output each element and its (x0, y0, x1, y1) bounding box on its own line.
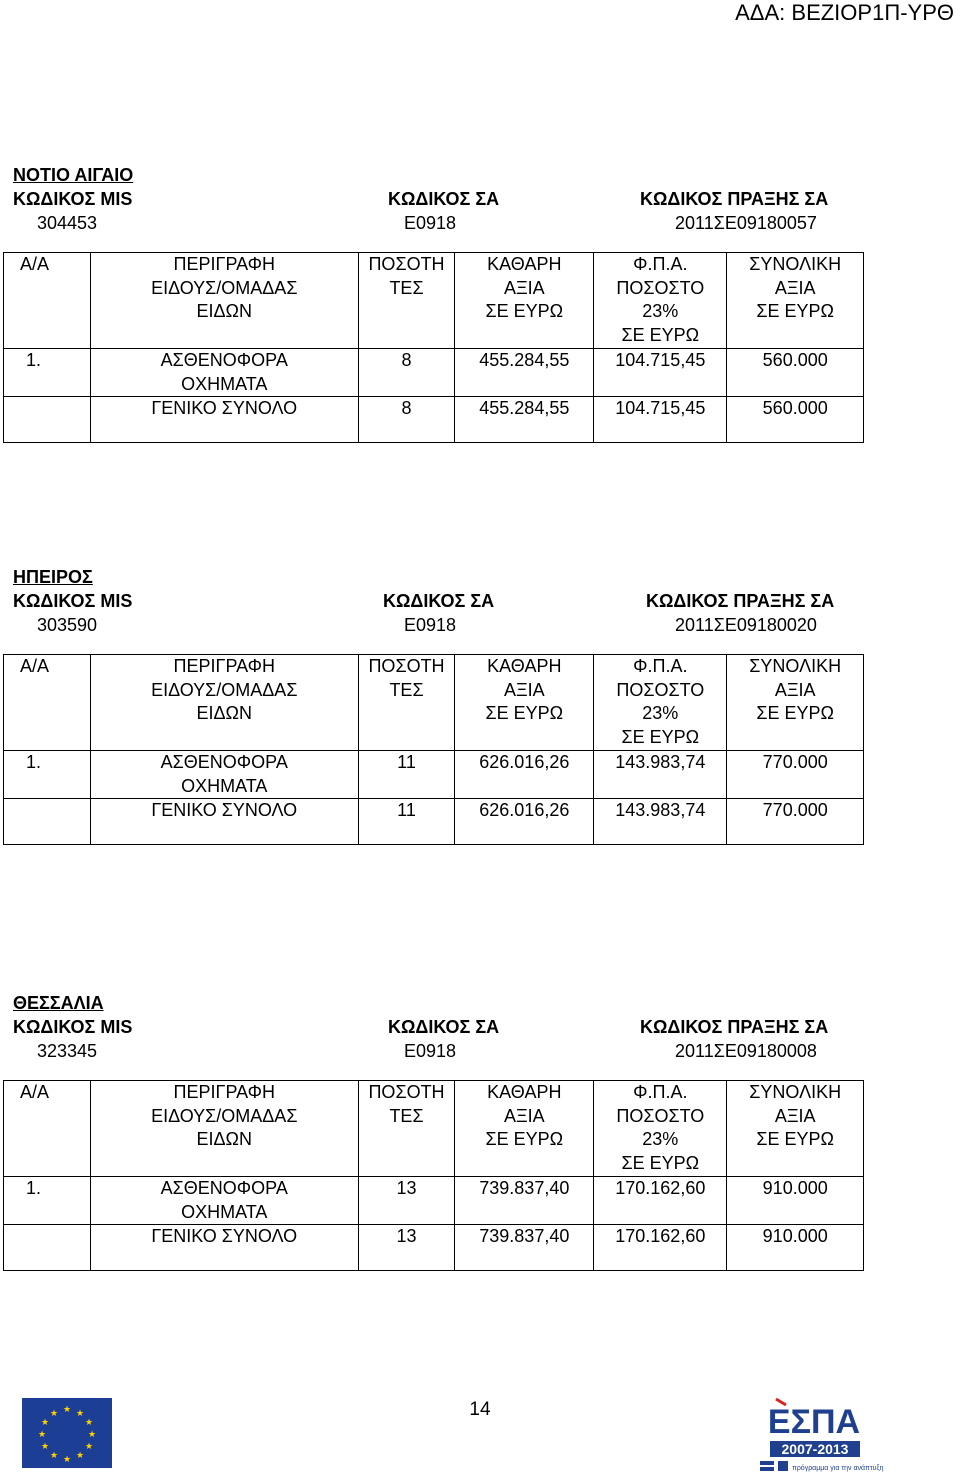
page-number: 14 (469, 1399, 491, 1420)
svg-text:★: ★ (37, 1430, 47, 1440)
grand-total-vat: 143.983,74 (594, 799, 727, 845)
sa-value: Ε0918 (404, 1041, 457, 1061)
grand-total-row (4, 397, 864, 443)
header-vat: Φ.Π.Α. ΠΟΣΟΣΤΟ 23% ΣΕ ΕΥΡΩ (594, 1081, 727, 1177)
table-row (4, 349, 864, 397)
sa-value: Ε0918 (404, 615, 457, 635)
row-total: 560.000 (727, 349, 864, 397)
praxi-value: 2011ΣΕ09180020 (675, 615, 817, 635)
grand-total-aa (4, 1225, 91, 1271)
sa-value: Ε0918 (404, 213, 457, 233)
praxi-value: 2011ΣΕ09180008 (675, 1041, 817, 1061)
header-description: ΠΕΡΙΓΡΑΦΗ ΕΙΔΟΥΣ/ΟΜΑΔΑΣ ΕΙΔΩΝ (90, 1081, 358, 1177)
mis-value: 303590 (37, 615, 98, 635)
grand-total-aa (4, 799, 91, 845)
grand-total-quantity: 13 (358, 1225, 455, 1271)
row-net-value: 626.016,26 (455, 751, 594, 799)
header-quantity: ΠΟΣΟΤΗ ΤΕΣ (358, 1081, 455, 1177)
grand-total-aa (4, 397, 91, 443)
row-total: 770.000 (727, 751, 864, 799)
header-net-value: ΚΑΘΑΡΗ ΑΞΙΑ ΣΕ ΕΥΡΩ (455, 253, 594, 349)
header-total: ΣΥΝΟΛΙΚΗ ΑΞΙΑ ΣΕ ΕΥΡΩ (727, 253, 864, 349)
header-quantity: ΠΟΣΟΤΗ ΤΕΣ (358, 655, 455, 751)
mis-label: ΚΩΔΙΚΟΣ MIS (13, 1017, 133, 1037)
svg-text:★: ★ (75, 1451, 85, 1461)
header-description: ΠΕΡΙΓΡΑΦΗ ΕΙΔΟΥΣ/ΟΜΑΔΑΣ ΕΙΔΩΝ (90, 253, 358, 349)
row-net-value: 739.837,40 (455, 1177, 594, 1225)
table-row (4, 1177, 864, 1225)
grand-total-label: ΓΕΝΙΚΟ ΣΥΝΟΛΟ (90, 799, 358, 845)
svg-text:★: ★ (40, 1418, 50, 1428)
mis-value: 304453 (37, 213, 98, 233)
header-net-value: ΚΑΘΑΡΗ ΑΞΙΑ ΣΕ ΕΥΡΩ (455, 1081, 594, 1177)
row-aa: 1. (4, 751, 91, 799)
row-quantity: 11 (358, 751, 455, 799)
row-quantity: 8 (358, 349, 455, 397)
svg-text:★: ★ (62, 1455, 72, 1465)
row-quantity: 13 (358, 1177, 455, 1225)
header-vat: Φ.Π.Α. ΠΟΣΟΣΤΟ 23% ΣΕ ΕΥΡΩ (594, 655, 727, 751)
svg-text:★: ★ (62, 1405, 72, 1415)
mis-value: 323345 (37, 1041, 98, 1061)
svg-text:2007-2013: 2007-2013 (781, 1441, 849, 1457)
praxi-label: ΚΩΔΙΚΟΣ ΠΡΑΞΗΣ ΣΑ (640, 1017, 829, 1037)
grand-total-quantity: 8 (358, 397, 455, 443)
header-description: ΠΕΡΙΓΡΑΦΗ ΕΙΔΟΥΣ/ΟΜΑΔΑΣ ΕΙΔΩΝ (90, 655, 358, 751)
grand-total-net: 626.016,26 (455, 799, 594, 845)
region-title: ΘΕΣΣΑΛΙΑ (13, 993, 104, 1013)
espa-logo (756, 1397, 884, 1479)
ada-code: ΑΔΑ: ΒΕΖΙΟΡ1Π-ΥΡΘ (735, 0, 954, 25)
row-vat: 143.983,74 (594, 751, 727, 799)
header-total: ΣΥΝΟΛΙΚΗ ΑΞΙΑ ΣΕ ΕΥΡΩ (727, 1081, 864, 1177)
region-title: ΝΟΤΙΟ ΑΙΓΑΙΟ (13, 165, 134, 185)
grand-total-row (4, 799, 864, 845)
grand-total-total: 770.000 (727, 799, 864, 845)
svg-text:★: ★ (49, 1409, 59, 1419)
header-total: ΣΥΝΟΛΙΚΗ ΑΞΙΑ ΣΕ ΕΥΡΩ (727, 655, 864, 751)
items-table (3, 252, 864, 443)
praxi-label: ΚΩΔΙΚΟΣ ΠΡΑΞΗΣ ΣΑ (640, 189, 829, 209)
row-aa: 1. (4, 349, 91, 397)
table-header-row (4, 253, 864, 349)
grand-total-vat: 104.715,45 (594, 397, 727, 443)
table-row (4, 751, 864, 799)
row-vat: 170.162,60 (594, 1177, 727, 1225)
grand-total-net: 455.284,55 (455, 397, 594, 443)
grand-total-total: 910.000 (727, 1225, 864, 1271)
mis-label: ΚΩΔΙΚΟΣ MIS (13, 189, 133, 209)
row-aa: 1. (4, 1177, 91, 1225)
header-aa: Α/Α (4, 253, 91, 349)
svg-text:ΕΣΠΑ: ΕΣΠΑ (767, 1403, 861, 1441)
svg-text:πρόγραμμα για την ανάπτυξη: πρόγραμμα για την ανάπτυξη (792, 1465, 884, 1472)
sa-label: ΚΩΔΙΚΟΣ ΣΑ (388, 1017, 500, 1037)
eu-flag-icon (22, 1398, 112, 1468)
sa-label: ΚΩΔΙΚΟΣ ΣΑ (388, 189, 500, 209)
grand-total-label: ΓΕΝΙΚΟ ΣΥΝΟΛΟ (90, 1225, 358, 1271)
table-header-row (4, 655, 864, 751)
row-description: ΑΣΘΕΝΟΦΟΡΑ ΟΧΗΜΑΤΑ (90, 349, 358, 397)
items-table (3, 654, 864, 845)
praxi-label: ΚΩΔΙΚΟΣ ΠΡΑΞΗΣ ΣΑ (646, 591, 835, 611)
svg-text:★: ★ (49, 1451, 59, 1461)
row-vat: 104.715,45 (594, 349, 727, 397)
svg-text:★: ★ (84, 1418, 94, 1428)
items-table (3, 1080, 864, 1271)
svg-text:★: ★ (84, 1442, 94, 1452)
svg-text:★: ★ (40, 1442, 50, 1452)
praxi-value: 2011ΣΕ09180057 (675, 213, 817, 233)
table-header-row (4, 1081, 864, 1177)
header-aa: Α/Α (4, 1081, 91, 1177)
header-quantity: ΠΟΣΟΤΗ ΤΕΣ (358, 253, 455, 349)
sa-label: ΚΩΔΙΚΟΣ ΣΑ (383, 591, 495, 611)
grand-total-quantity: 11 (358, 799, 455, 845)
grand-total-label: ΓΕΝΙΚΟ ΣΥΝΟΛΟ (90, 397, 358, 443)
header-vat: Φ.Π.Α. ΠΟΣΟΣΤΟ 23% ΣΕ ΕΥΡΩ (594, 253, 727, 349)
grand-total-vat: 170.162,60 (594, 1225, 727, 1271)
grand-total-row (4, 1225, 864, 1271)
header-aa: Α/Α (4, 655, 91, 751)
row-description: ΑΣΘΕΝΟΦΟΡΑ ΟΧΗΜΑΤΑ (90, 751, 358, 799)
row-description: ΑΣΘΕΝΟΦΟΡΑ ΟΧΗΜΑΤΑ (90, 1177, 358, 1225)
row-total: 910.000 (727, 1177, 864, 1225)
mis-label: ΚΩΔΙΚΟΣ MIS (13, 591, 133, 611)
region-title: ΗΠΕΙΡΟΣ (13, 567, 93, 587)
grand-total-total: 560.000 (727, 397, 864, 443)
header-net-value: ΚΑΘΑΡΗ ΑΞΙΑ ΣΕ ΕΥΡΩ (455, 655, 594, 751)
grand-total-net: 739.837,40 (455, 1225, 594, 1271)
svg-text:★: ★ (75, 1409, 85, 1419)
row-net-value: 455.284,55 (455, 349, 594, 397)
svg-text:★: ★ (87, 1430, 97, 1440)
